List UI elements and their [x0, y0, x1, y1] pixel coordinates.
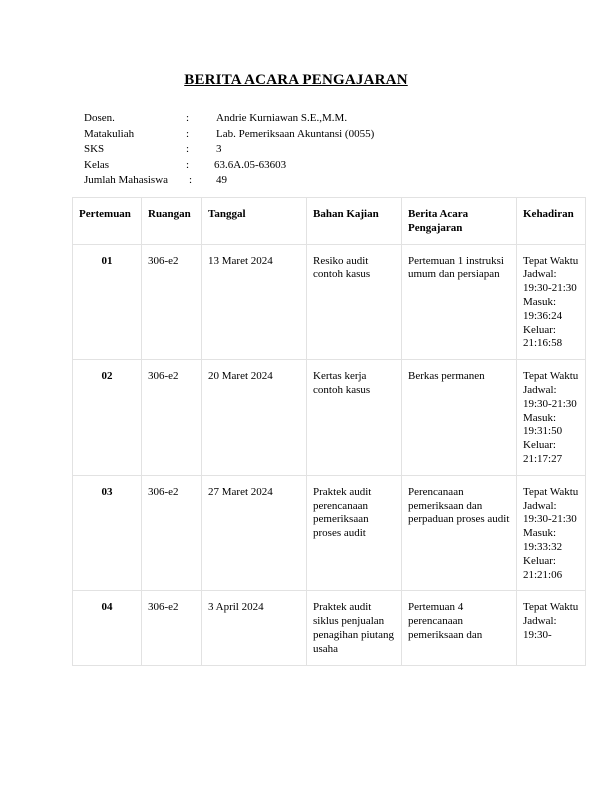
table-row: [73, 591, 586, 665]
table-row: [73, 475, 586, 591]
info-value: 49: [216, 174, 227, 186]
cell-kehadiran: Tepat Waktu Jadwal: 19:30-: [517, 591, 586, 665]
info-colon: :: [189, 174, 193, 186]
column-header-berita-acara: Berita Acara Pengajaran: [402, 198, 517, 245]
cell-berita-acara: Pertemuan 4 perencanaan pemeriksaan dan: [402, 591, 517, 665]
cell-bahan-kajian: Kertas kerja contoh kasus: [307, 360, 402, 476]
column-header-ruangan: Ruangan: [142, 198, 202, 245]
cell-pertemuan: 02: [73, 360, 142, 476]
cell-bahan-kajian: Praktek audit perencanaan pemeriksaan proses audit: [307, 475, 402, 591]
document-title: BERITA ACARA PENGAJARAN: [184, 72, 408, 88]
info-colon: :: [186, 143, 190, 155]
table-header-row: [73, 198, 586, 245]
column-header-pertemuan: Pertemuan: [73, 198, 142, 245]
cell-ruangan: 306-e2: [142, 591, 202, 665]
table-row: [73, 244, 586, 360]
cell-ruangan: 306-e2: [142, 475, 202, 591]
cell-berita-acara: Berkas permanen: [402, 360, 517, 476]
cell-kehadiran: Tepat Waktu Jadwal: 19:30-21:30 Masuk: 19:36:24 Keluar: 21:16:58: [517, 244, 586, 360]
cell-berita-acara: Perencanaan pemeriksaan dan perpaduan proses audit: [402, 475, 517, 591]
column-header-kehadiran: Kehadiran: [517, 198, 586, 245]
cell-tanggal: 20 Maret 2024: [202, 360, 307, 476]
cell-ruangan: 306-e2: [142, 244, 202, 360]
table-row: [73, 360, 586, 476]
cell-bahan-kajian: Praktek audit siklus penjualan penagihan piutang usaha: [307, 591, 402, 665]
column-header-bahan-kajian: Bahan Kajian: [307, 198, 402, 245]
info-value: 3: [216, 143, 222, 155]
cell-bahan-kajian: Resiko audit contoh kasus: [307, 244, 402, 360]
cell-pertemuan: 04: [73, 591, 142, 665]
info-colon: :: [186, 127, 190, 140]
info-colon: :: [186, 112, 190, 124]
info-label: Kelas: [84, 158, 110, 171]
info-value: 63.6A.05-63603: [214, 158, 287, 171]
info-label: Matakuliah: [84, 127, 135, 140]
cell-tanggal: 27 Maret 2024: [202, 475, 307, 591]
info-colon: :: [186, 158, 190, 171]
cell-tanggal: 3 April 2024: [202, 591, 307, 665]
info-value: Lab. Pemeriksaan Akuntansi (0055): [216, 127, 375, 140]
cell-ruangan: 306-e2: [142, 360, 202, 476]
cell-tanggal: 13 Maret 2024: [202, 244, 307, 360]
cell-kehadiran: Tepat Waktu Jadwal: 19:30-21:30 Masuk: 19:33:32 Keluar: 21:21:06: [517, 475, 586, 591]
column-header-tanggal: Tanggal: [202, 198, 307, 245]
cell-kehadiran: Tepat Waktu Jadwal: 19:30-21:30 Masuk: 19:31:50 Keluar: 21:17:27: [517, 360, 586, 476]
cell-pertemuan: 01: [73, 244, 142, 360]
cell-pertemuan: 03: [73, 475, 142, 591]
attendance-table: [72, 197, 586, 666]
info-label: Jumlah Mahasiswa: [84, 174, 169, 186]
info-label: SKS: [84, 143, 105, 155]
cell-berita-acara: Pertemuan 1 instruksi umum dan persiapan: [402, 244, 517, 360]
info-label: Dosen.: [84, 112, 115, 124]
info-value: Andrie Kurniawan S.E.,M.M.: [216, 112, 348, 124]
